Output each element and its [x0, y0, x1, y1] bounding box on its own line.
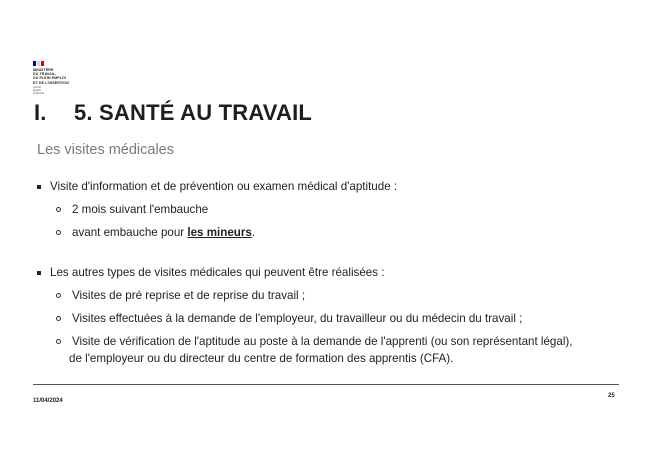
circle-bullet-icon	[56, 339, 61, 344]
sub-bullet-item	[34, 226, 634, 240]
sub-bullet-item	[34, 335, 634, 349]
logo-line-2: DU TRAVAIL,	[33, 72, 57, 77]
slide-title	[34, 100, 312, 126]
minors-emphasis: les mineurs	[187, 226, 252, 239]
logo-line-4: ET DE L'INSERTION	[33, 80, 69, 85]
logo-line-1: MINISTÈRE	[33, 68, 54, 72]
sub-bullet-continuation	[34, 352, 634, 366]
sub-bullet-text-after: .	[251, 226, 256, 239]
circle-bullet-icon	[56, 207, 61, 212]
title-text: 5. SANTÉ AU TRAVAIL	[74, 100, 313, 125]
footer-date: 11/04/2024	[33, 398, 63, 404]
bullet-item	[34, 180, 634, 194]
sub-bullet-item	[34, 289, 634, 303]
slide-content	[34, 180, 634, 366]
bullet-text: Les autres types de visites médicales qui peuvent être réalisées :	[50, 266, 385, 279]
sub-bullet-text: Visites de pré reprise et de reprise du travail ;	[72, 289, 306, 302]
square-bullet-icon	[37, 185, 41, 189]
logo-line-3: DU PLEIN EMPLOI	[33, 76, 67, 81]
bullet-text: Visite d'information et de prévention ou examen médical d'aptitude :	[50, 180, 398, 193]
square-bullet-icon	[37, 271, 41, 275]
sub-bullet-text-before: avant embauche pour	[72, 226, 188, 239]
circle-bullet-icon	[56, 316, 61, 321]
page-number: 25	[608, 393, 615, 399]
footer-divider	[33, 384, 619, 385]
title-number: I.	[34, 100, 47, 125]
slide-subtitle: Les visites médicales	[37, 142, 174, 158]
sub-bullet-text: Visites effectuées à la demande de l'employeur, du travailleur ou du médecin du travail ;	[72, 312, 523, 325]
sub-bullet-text: Visite de vérification de l'aptitude au poste à la demande de l'apprenti (ou son représentant légal),	[72, 335, 573, 348]
sub-bullet-text: 2 mois suivant l'embauche	[72, 203, 209, 216]
logo-motto: Liberté Égalité Fraternité	[33, 85, 45, 95]
circle-bullet-icon	[56, 293, 61, 298]
circle-bullet-icon	[56, 230, 61, 235]
ministry-logo	[33, 61, 93, 95]
sub-bullet-item	[34, 203, 634, 217]
sub-bullet-item	[34, 312, 634, 326]
marianne-flag-icon	[33, 61, 93, 66]
sub-bullet-text: de l'employeur ou du directeur du centre de formation des apprentis (CFA).	[69, 352, 454, 365]
bullet-item	[34, 266, 634, 280]
